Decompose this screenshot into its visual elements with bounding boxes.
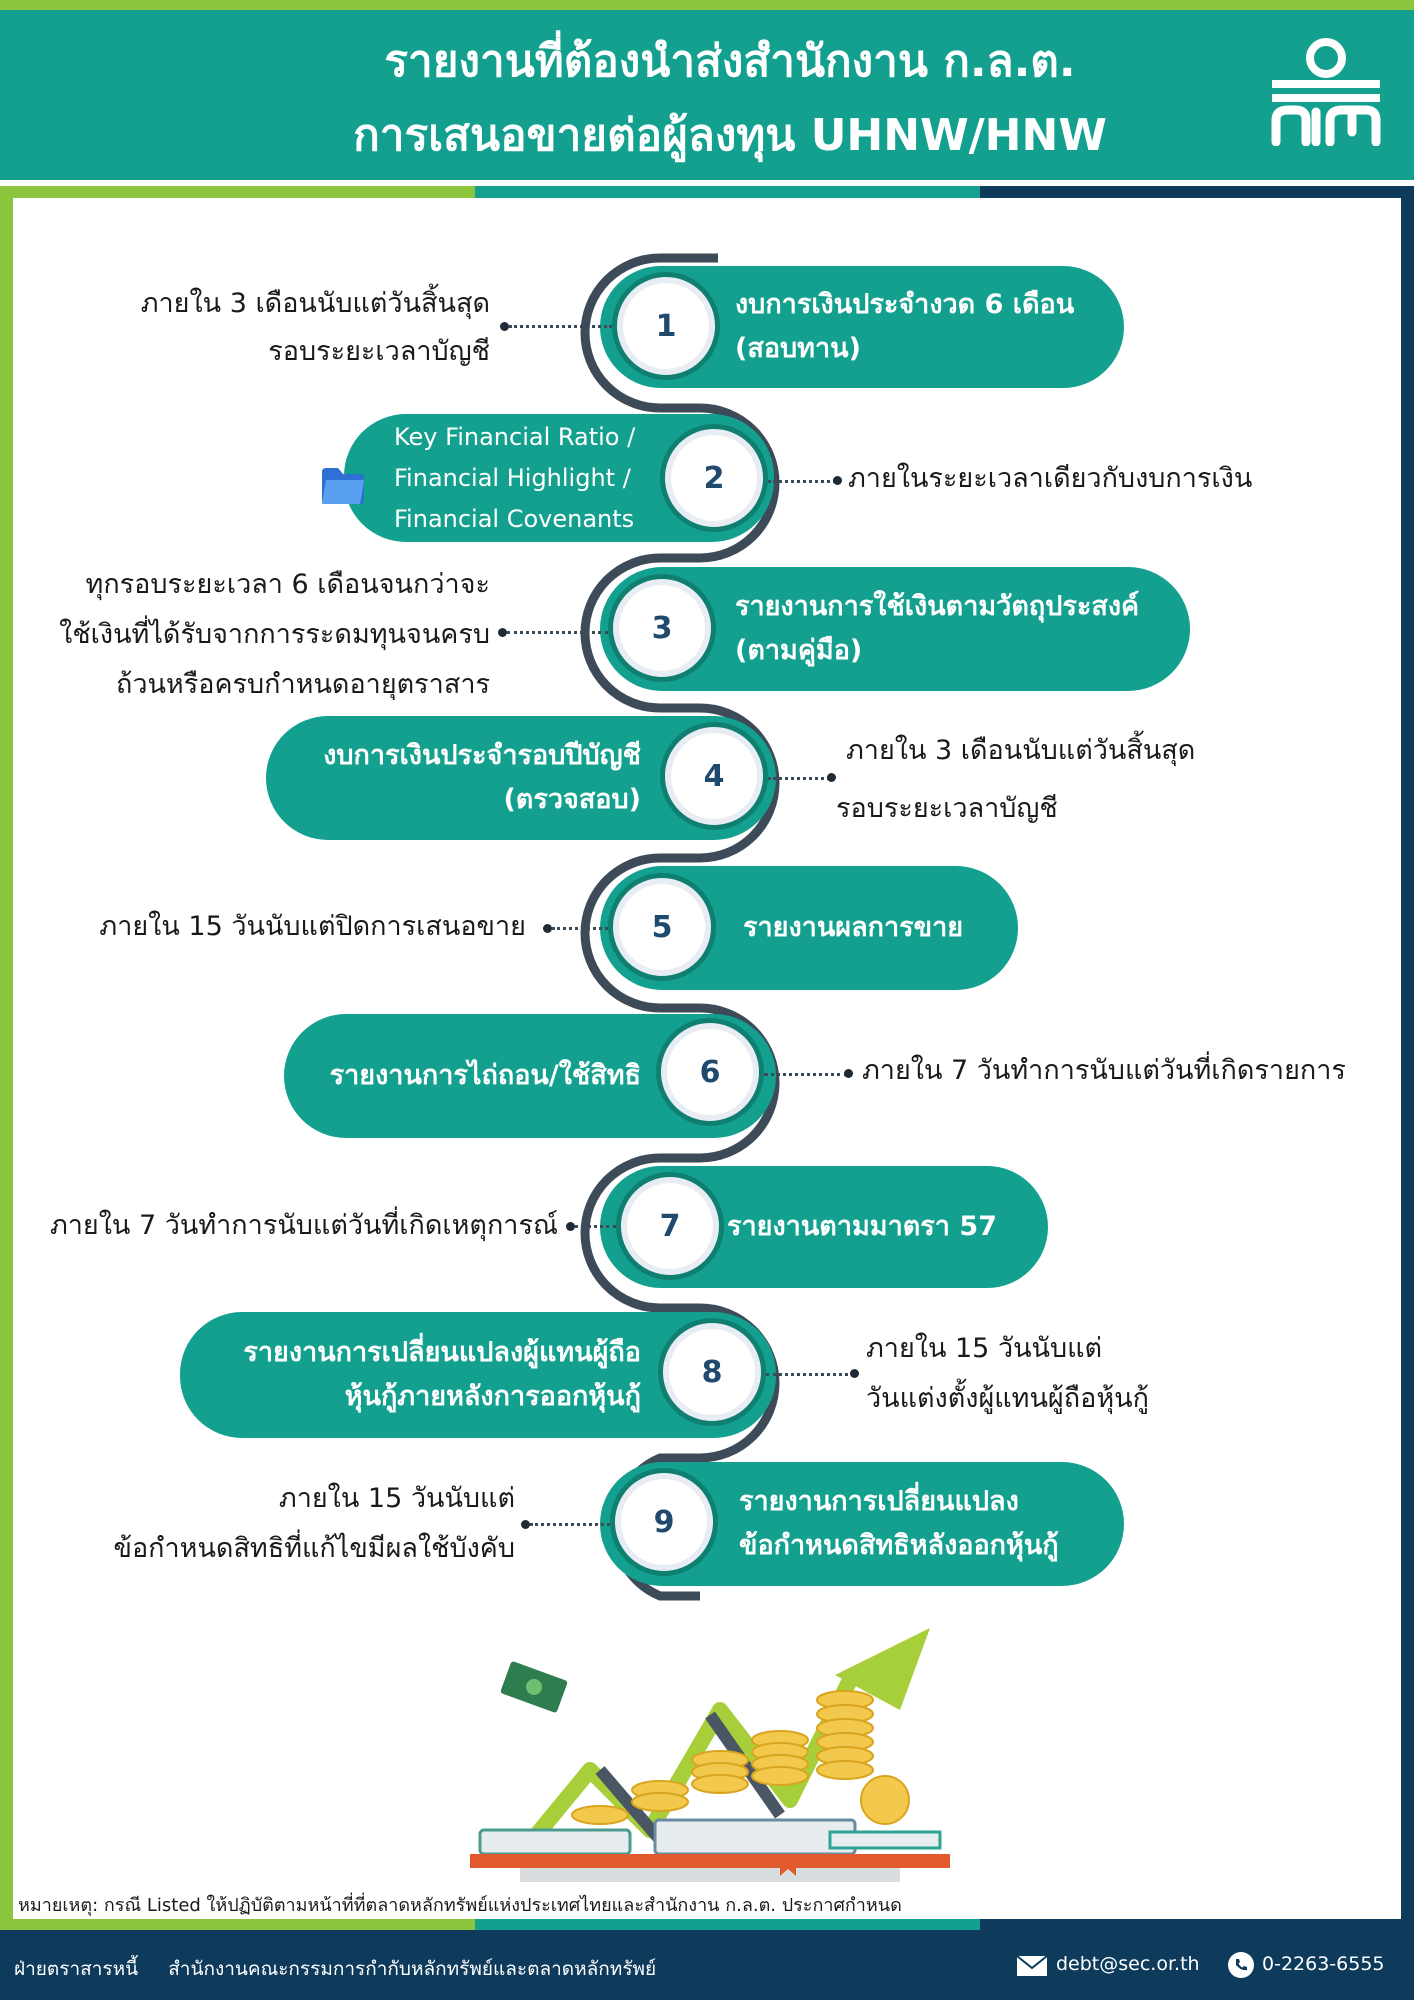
frame-bottom-bar-teal — [475, 1919, 980, 1930]
step-4-title-line-1: งบการเงินประจำรอบปีบัญชี — [323, 740, 641, 771]
step-4-deadline — [836, 722, 1195, 838]
step-4-title-line-2: (ตรวจสอบ) — [503, 784, 641, 815]
step-6-connector-dot — [844, 1069, 853, 1078]
footer-org-name: สำนักงานคณะกรรมการกำกับหลักทรัพย์และตลาดหลักทรัพย์ — [168, 1958, 657, 1980]
step-3-deadline — [40, 560, 490, 710]
footer-organization — [14, 1954, 656, 1984]
sec-logo — [1268, 36, 1384, 146]
step-2-deadline: ภายในระยะเวลาเดียวกับงบการเงิน — [848, 463, 1253, 494]
step-9-deadline — [60, 1474, 515, 1574]
step-1-connector — [509, 325, 612, 328]
step-1-number-badge: 1 — [612, 272, 720, 380]
step-2-connector-dot — [833, 476, 842, 485]
step-9-deadline-line-2: ข้อกำหนดสิทธิที่แก้ไขมีผลใช้บังคับ — [113, 1533, 515, 1564]
step-5-deadline: ภายใน 15 วันนับแต่ปิดการเสนอขาย — [99, 911, 526, 942]
frame-bottom-bar-navy — [980, 1919, 1414, 1930]
step-8-number-badge: 8 — [658, 1318, 766, 1426]
folder-icon — [318, 460, 368, 508]
step-6-deadline: ภายใน 7 วันทำการนับแต่วันที่เกิดรายการ — [862, 1055, 1346, 1086]
finance-growth-illustration — [460, 1620, 970, 1890]
step-9-deadline-line-1: ภายใน 15 วันนับแต่ — [278, 1483, 515, 1514]
step-2-number-badge: 2 — [660, 424, 768, 532]
step-1-deadline — [100, 280, 490, 376]
step-9-title-line-2: ข้อกำหนดสิทธิหลังออกหุ้นกู้ — [739, 1530, 1059, 1561]
banknote-icon — [500, 1661, 568, 1713]
step-2-connector — [768, 480, 836, 483]
step-8-title-line-2: หุ้นกู้ภายหลังการออกหุ้นกู้ — [344, 1381, 641, 1412]
frame-right-border — [1401, 186, 1414, 1930]
step-3-connector — [507, 631, 608, 634]
mail-icon — [1016, 1955, 1048, 1977]
step-1-deadline-line-1: ภายใน 3 เดือนนับแต่วันสิ้นสุด — [140, 288, 490, 319]
step-8-deadline-line-2: วันแต่งตั้งผู้แทนผู้ถือหุ้นกู้ — [866, 1383, 1149, 1414]
frame-bottom-bar-green — [0, 1919, 475, 1930]
footer-bar — [0, 1930, 1414, 2000]
step-1-title-line-2: (สอบทาน) — [735, 333, 861, 364]
step-9-number-badge: 9 — [610, 1468, 718, 1576]
frame-left-border — [0, 186, 13, 1930]
step-2-title-line-1: Key Financial Ratio / — [394, 422, 636, 451]
step-3-deadline-line-1: ทุกรอบระยะเวลา 6 เดือนจนกว่าจะ — [85, 569, 490, 600]
step-4-deadline-line-2: รอบระยะเวลาบัญชี — [836, 793, 1058, 824]
step-5-connector — [552, 927, 608, 930]
step-5-connector-dot — [543, 924, 552, 933]
step-3-title-line-2: (ตามคู่มือ) — [735, 635, 863, 666]
step-6-title-line-1: รายงานการไถ่ถอน/ใช้สิทธิ — [329, 1060, 641, 1091]
step-4-connector-dot — [827, 773, 836, 782]
frame-top-bar-navy — [980, 186, 1414, 198]
step-2-title-line-2: Financial Highlight / — [394, 463, 631, 492]
step-4-connector — [768, 777, 830, 780]
step-4-number-badge: 4 — [660, 722, 768, 830]
step-5-title-line-1: รายงานผลการขาย — [743, 912, 964, 943]
frame-top-bar-green — [0, 186, 475, 198]
step-2-title-line-3: Financial Covenants — [394, 504, 635, 533]
page-title: รายงานที่ต้องนำส่งสำนักงาน ก.ล.ต. — [384, 36, 1076, 87]
frame-top-bar-teal — [475, 186, 980, 198]
step-3-number-badge: 3 — [608, 574, 716, 682]
step-8-deadline-line-1: ภายใน 15 วันนับแต่ — [866, 1333, 1103, 1364]
step-3-title-line-1: รายงานการใช้เงินตามวัตถุประสงค์ — [735, 591, 1140, 622]
step-1-connector-dot — [500, 322, 509, 331]
step-3-deadline-line-3: ถ้วนหรือครบกำหนดอายุตราสาร — [115, 669, 490, 700]
page-subtitle: การเสนอขายต่อผู้ลงทุน UHNW/HNW — [353, 110, 1107, 161]
step-8-connector — [766, 1373, 854, 1376]
step-7-title-line-1: รายงานตามมาตรา 57 — [727, 1211, 997, 1242]
footer-phone-number[interactable]: 0-2263-6555 — [1262, 1953, 1385, 1975]
step-9-connector — [530, 1523, 610, 1526]
step-1-deadline-line-2: รอบระยะเวลาบัญชี — [268, 336, 490, 367]
step-7-connector-dot — [566, 1222, 575, 1231]
step-6-connector — [764, 1073, 848, 1076]
step-9-title-line-1: รายงานการเปลี่ยนแปลง — [739, 1486, 1019, 1517]
step-8-title-line-1: รายงานการเปลี่ยนแปลงผู้แทนผู้ถือ — [243, 1337, 641, 1368]
step-9-connector-dot — [521, 1520, 530, 1529]
step-1-title-line-1: งบการเงินประจำงวด 6 เดือน — [735, 289, 1075, 320]
step-7-number-badge: 7 — [616, 1172, 724, 1280]
top-stripe — [0, 0, 1414, 10]
step-7-connector — [575, 1225, 616, 1228]
footer-department: ฝ่ายตราสารหนี้ — [14, 1958, 139, 1980]
footer-email-link[interactable]: debt@sec.or.th — [1056, 1953, 1200, 1975]
footnote: หมายเหตุ: กรณี Listed ให้ปฏิบัติตามหน้าที่ที่ตลาดหลักทรัพย์แห่งประเทศไทยและสำนักงาน ก.ล.ต. ประกาศกำหนด — [18, 1895, 902, 1916]
step-6-number-badge: 6 — [656, 1018, 764, 1126]
step-3-connector-dot — [498, 628, 507, 637]
phone-icon — [1228, 1952, 1254, 1978]
step-8-deadline — [866, 1324, 1149, 1424]
step-3-deadline-line-2: ใช้เงินที่ได้รับจากการระดมทุนจนครบ — [59, 619, 490, 650]
step-7-deadline: ภายใน 7 วันทำการนับแต่วันที่เกิดเหตุการณ์ — [49, 1210, 558, 1241]
step-8-connector-dot — [850, 1369, 859, 1378]
step-5-number-badge: 5 — [608, 873, 716, 981]
step-4-deadline-line-1: ภายใน 3 เดือนนับแต่วันสิ้นสุด — [846, 735, 1196, 766]
